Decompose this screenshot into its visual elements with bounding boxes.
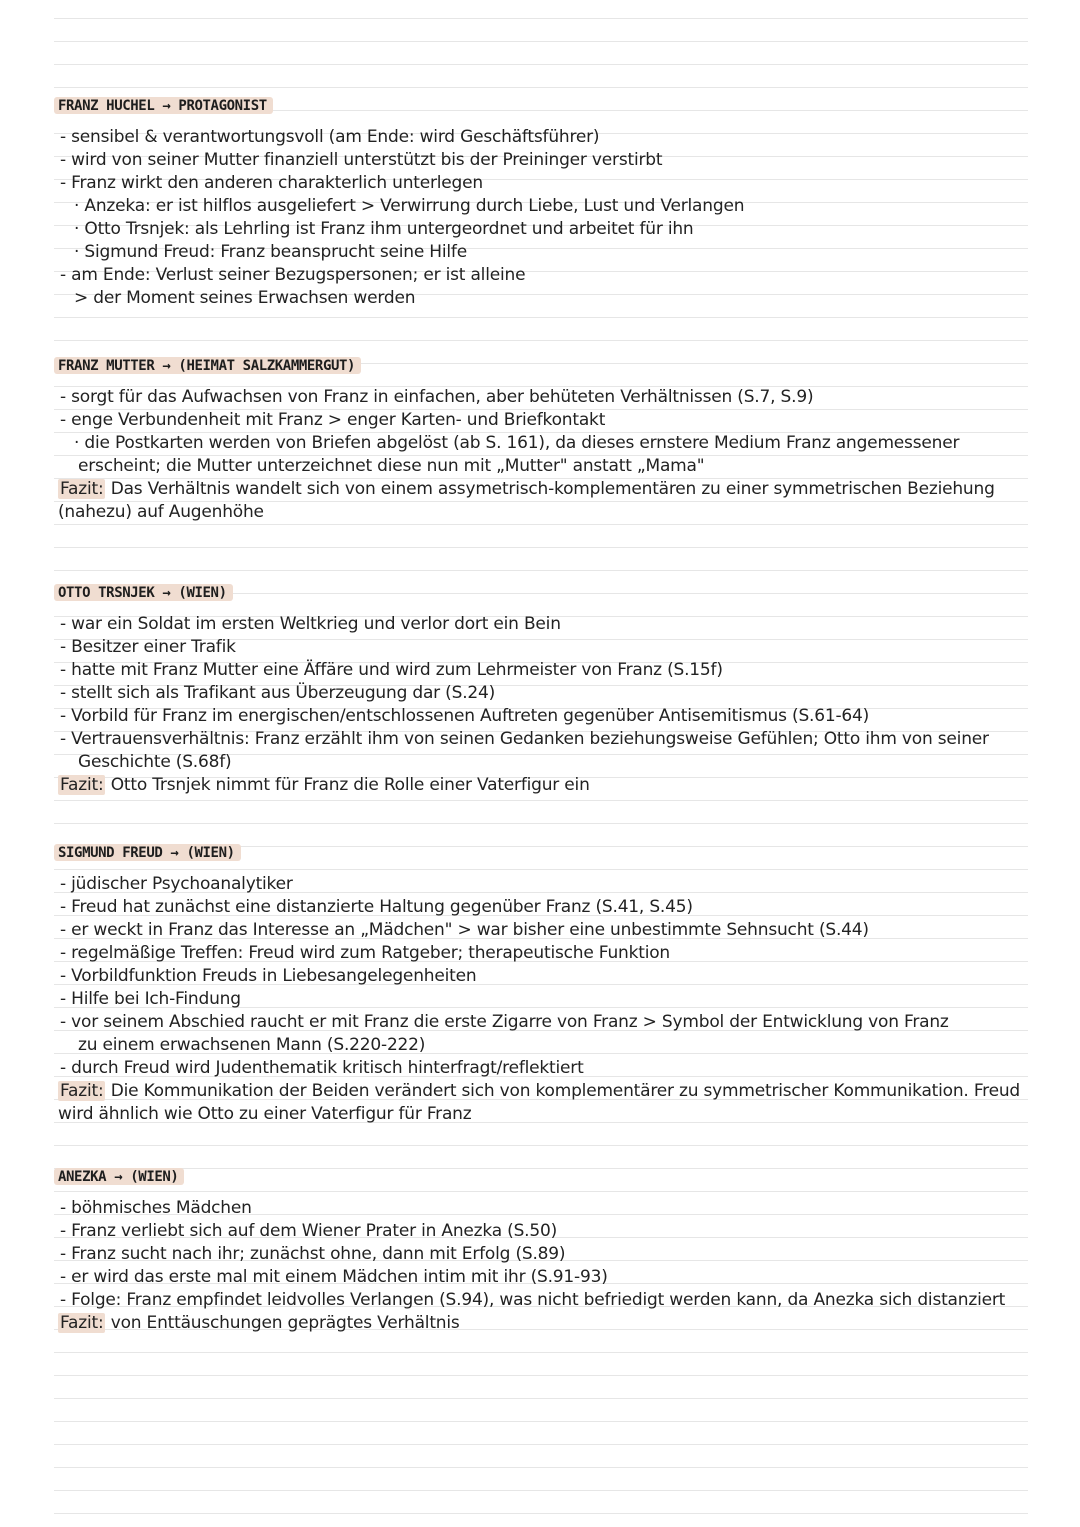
note-line: - Besitzer einer Trafik	[60, 637, 236, 657]
note-line: - sorgt für das Aufwachsen von Franz in einfachen, aber behüteten Verhältnissen (S.7, S.9)	[60, 387, 814, 407]
section-otto-trsnjek	[54, 582, 1039, 797]
note-line: - vor seinem Abschied raucht er mit Franz die erste Zigarre von Franz > Symbol der Entwicklung von Franz	[60, 1012, 949, 1032]
fazit-text: Otto Trsnjek nimmt für Franz die Rolle einer Vaterfigur ein	[110, 775, 590, 795]
note-line: - er wird das erste mal mit einem Mädchen intim mit ihr (S.91-93)	[60, 1267, 608, 1287]
section-franz-mutter	[54, 355, 1039, 524]
note-line: - jüdischer Psychoanalytiker	[60, 874, 293, 894]
note-line: - durch Freud wird Judenthematik kritisch hinterfragt/reflektiert	[60, 1058, 584, 1078]
note-line: - enge Verbundenheit mit Franz > enger Karten- und Briefkontakt	[60, 410, 606, 430]
fazit-line	[54, 1080, 1039, 1103]
note-subline: erscheint; die Mutter unterzeichnet diese nun mit „Mutter" anstatt „Mama"	[78, 456, 705, 476]
note-subline: Geschichte (S.68f)	[78, 752, 232, 772]
section-heading: OTTO TRSNJEK → (WIEN)	[54, 584, 233, 601]
note-line: - stellt sich als Trafikant aus Überzeugung dar (S.24)	[60, 683, 496, 703]
note-subline: · Anzeka: er ist hilflos ausgeliefert > Verwirrung durch Liebe, Lust und Verlangen	[74, 196, 745, 216]
note-line: - wird von seiner Mutter finanziell unterstützt bis der Preininger verstirbt	[60, 150, 663, 170]
section-heading: FRANZ MUTTER → (HEIMAT SALZKAMMERGUT)	[54, 357, 361, 374]
fazit-label: Fazit:	[60, 479, 104, 499]
note-line: - hatte mit Franz Mutter eine Äffäre und wird zum Lehrmeister von Franz (S.15f)	[60, 660, 723, 680]
note-line: - Hilfe bei Ich-Findung	[60, 989, 241, 1009]
note-line: - er weckt in Franz das Interesse an „Mädchen" > war bisher eine unbestimmte Sehnsucht (S.44)	[60, 920, 869, 940]
note-line: - Folge: Franz empfindet leidvolles Verlangen (S.94), was nicht befriedigt werden kann, da Anezka sich distanziert	[60, 1290, 1006, 1310]
note-subline: · Otto Trsnjek: als Lehrling ist Franz ihm untergeordnet und arbeitet für ihn	[74, 219, 694, 239]
section-heading: FRANZ HUCHEL → PROTAGONIST	[54, 97, 273, 114]
note-subline: zu einem erwachsenen Mann (S.220-222)	[78, 1035, 426, 1055]
section-sigmund-freud	[54, 842, 1039, 1126]
fazit-line: wird ähnlich wie Otto zu einer Vaterfigur für Franz	[58, 1104, 472, 1124]
note-line: - Vorbildfunktion Freuds in Liebesangelegenheiten	[60, 966, 477, 986]
note-subline: · Sigmund Freud: Franz beansprucht seine Hilfe	[74, 242, 467, 262]
note-line: - Franz verliebt sich auf dem Wiener Prater in Anezka (S.50)	[60, 1221, 558, 1241]
fazit-label: Fazit:	[60, 1081, 104, 1101]
note-line: - böhmisches Mädchen	[60, 1198, 252, 1218]
fazit-text: Das Verhältnis wandelt sich von einem assymetrisch-komplementären zu einer symmetrischen Beziehung	[110, 479, 995, 499]
fazit-text: von Enttäuschungen geprägtes Verhältnis	[110, 1313, 460, 1333]
fazit-line	[54, 774, 1039, 797]
fazit-line	[54, 1312, 1039, 1335]
note-line: - Vorbild für Franz im energischen/entschlossenen Auftreten gegenüber Antisemitismus (S.61-64)	[60, 706, 870, 726]
note-line: - Franz sucht nach ihr; zunächst ohne, dann mit Erfolg (S.89)	[60, 1244, 566, 1264]
fazit-label: Fazit:	[60, 775, 104, 795]
section-anezka	[54, 1166, 1039, 1335]
note-line: - Freud hat zunächst eine distanzierte Haltung gegenüber Franz (S.41, S.45)	[60, 897, 693, 917]
fazit-text: Die Kommunikation der Beiden verändert sich von komplementärer zu symmetrischer Kommunikation. Freud	[110, 1081, 1021, 1101]
note-line: - Vertrauensverhältnis: Franz erzählt ihm von seinen Gedanken beziehungsweise Gefühlen; Otto ihm von seiner	[60, 729, 989, 749]
fazit-line	[54, 478, 1039, 501]
note-line: - am Ende: Verlust seiner Bezugspersonen; er ist alleine	[60, 265, 526, 285]
note-line: - sensibel & verantwortungsvoll (am Ende: wird Geschäftsführer)	[60, 127, 600, 147]
note-subline: > der Moment seines Erwachsen werden	[74, 288, 416, 308]
note-subline: · die Postkarten werden von Briefen abgelöst (ab S. 161), da dieses ernstere Medium Franz angemessener	[74, 433, 960, 453]
note-line: - war ein Soldat im ersten Weltkrieg und verlor dort ein Bein	[60, 614, 561, 634]
section-heading: SIGMUND FREUD → (WIEN)	[54, 844, 241, 861]
section-franz-huchel	[54, 95, 1039, 310]
note-line: - Franz wirkt den anderen charakterlich unterlegen	[60, 173, 483, 193]
fazit-line: (nahezu) auf Augenhöhe	[58, 502, 264, 522]
section-heading: ANEZKA → (WIEN)	[54, 1168, 184, 1185]
fazit-label: Fazit:	[60, 1313, 104, 1333]
note-line: - regelmäßige Treffen: Freud wird zum Ratgeber; therapeutische Funktion	[60, 943, 671, 963]
